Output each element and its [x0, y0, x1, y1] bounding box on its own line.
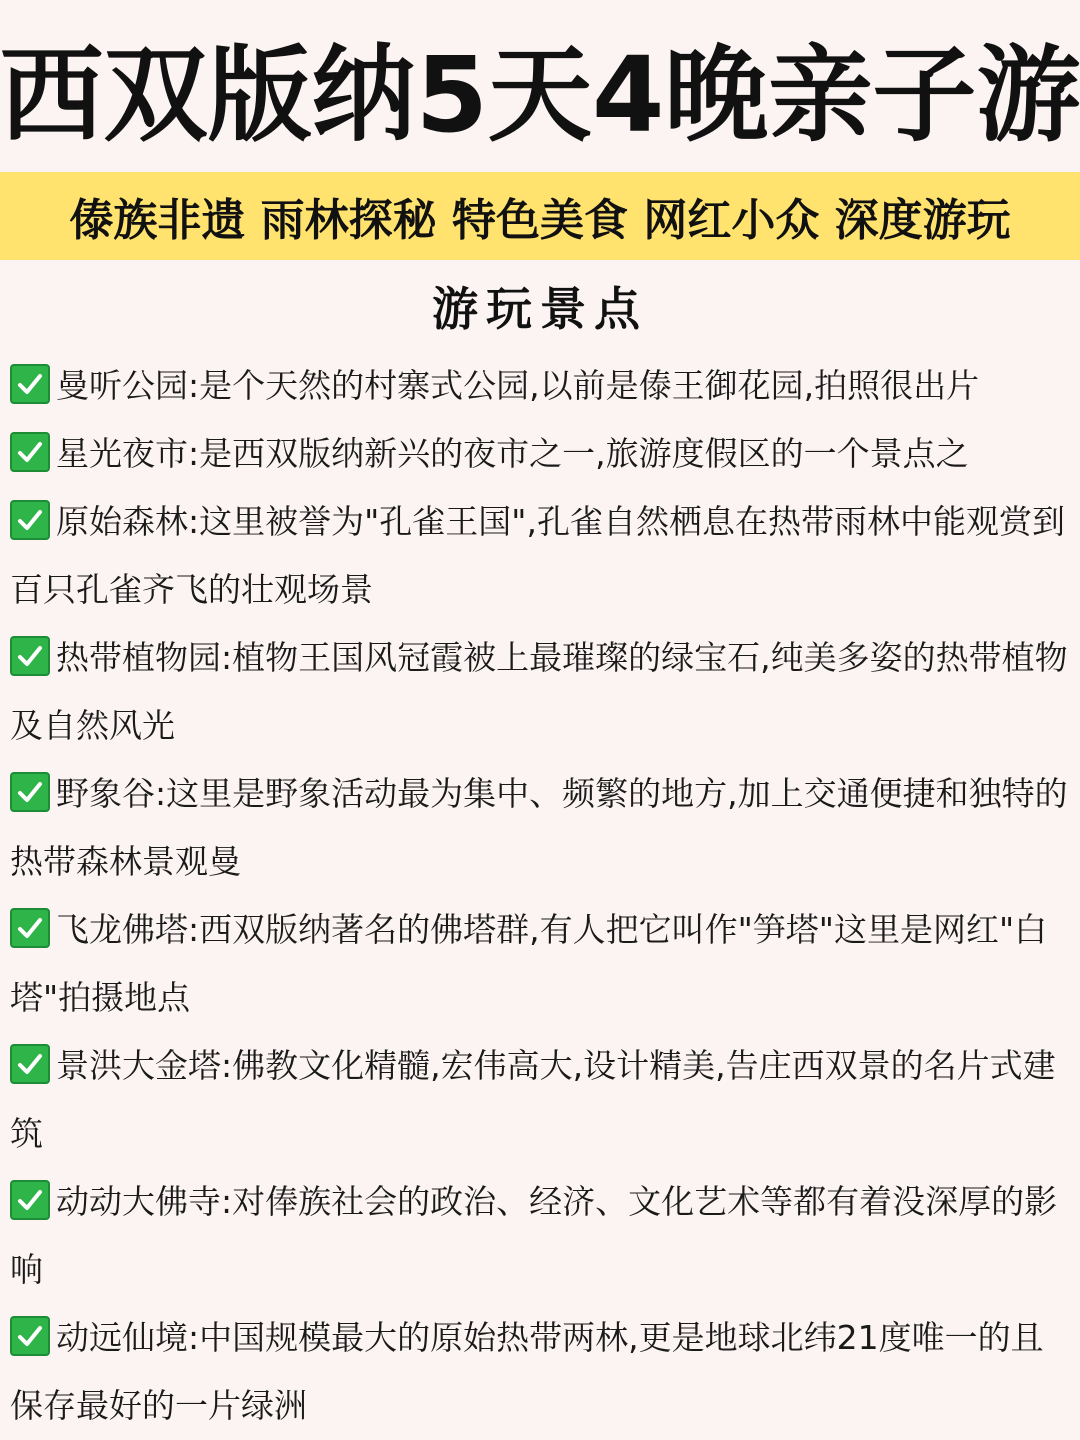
- checkbox-checked-icon: [10, 1044, 50, 1084]
- item-text: 原始森林:这里被誉为"孔雀王国",孔雀自然栖息在热带雨林中能观赏到百只孔雀齐飞的壮观场景: [10, 502, 1065, 609]
- page-title: 西双版纳5天4晚亲子游: [0, 34, 1080, 156]
- item-text: 动动大佛寺:对俸族社会的政治、经济、文化艺术等都有着没深厚的影响: [10, 1182, 1058, 1289]
- list-item: [10, 760, 1070, 896]
- item-text: 景洪大金塔:佛教文化精髓,宏伟高大,设计精美,告庄西双景的名片式建筑: [10, 1046, 1056, 1153]
- item-text: 野象谷:这里是野象活动最为集中、频繁的地方,加上交通便捷和独特的热带森林景观曼: [10, 774, 1068, 881]
- section-heading: 游玩景点: [432, 282, 648, 336]
- checkbox-checked-icon: [10, 1316, 50, 1356]
- list-item: [10, 624, 1070, 760]
- checkbox-checked-icon: [10, 636, 50, 676]
- list-item: [10, 1032, 1070, 1168]
- list-item: [10, 1168, 1070, 1304]
- item-text: 热带植物园:植物王国风冠霞被上最璀璨的绿宝石,纯美多姿的热带植物及自然风光: [10, 638, 1068, 745]
- list-item: [10, 896, 1070, 1032]
- checkbox-checked-icon: [10, 364, 50, 404]
- item-text: 星光夜市:是西双版纳新兴的夜市之一,旅游度假区的一个景点之: [56, 434, 969, 473]
- checkbox-checked-icon: [10, 908, 50, 948]
- list-item: [10, 488, 1070, 624]
- checkbox-checked-icon: [10, 1180, 50, 1220]
- attraction-list: [0, 352, 1080, 1440]
- item-text: 曼听公园:是个天然的村寨式公园,以前是傣王御花园,拍照很出片: [56, 366, 980, 405]
- checkbox-checked-icon: [10, 772, 50, 812]
- checkbox-checked-icon: [10, 432, 50, 472]
- list-item: [10, 1304, 1070, 1440]
- item-text: 动远仙境:中国规模最大的原始热带两林,更是地球北纬21度唯一的且保存最好的一片绿洲: [10, 1318, 1044, 1425]
- list-item: [10, 352, 1070, 420]
- list-item: [10, 420, 1070, 488]
- tagline-banner: 傣族非遗 雨林探秘 特色美食 网红小众 深度游玩: [0, 172, 1080, 260]
- checkbox-checked-icon: [10, 500, 50, 540]
- item-text: 飞龙佛塔:西双版纳著名的佛塔群,有人把它叫作"笋塔"这里是网红"白塔"拍摄地点: [10, 910, 1048, 1017]
